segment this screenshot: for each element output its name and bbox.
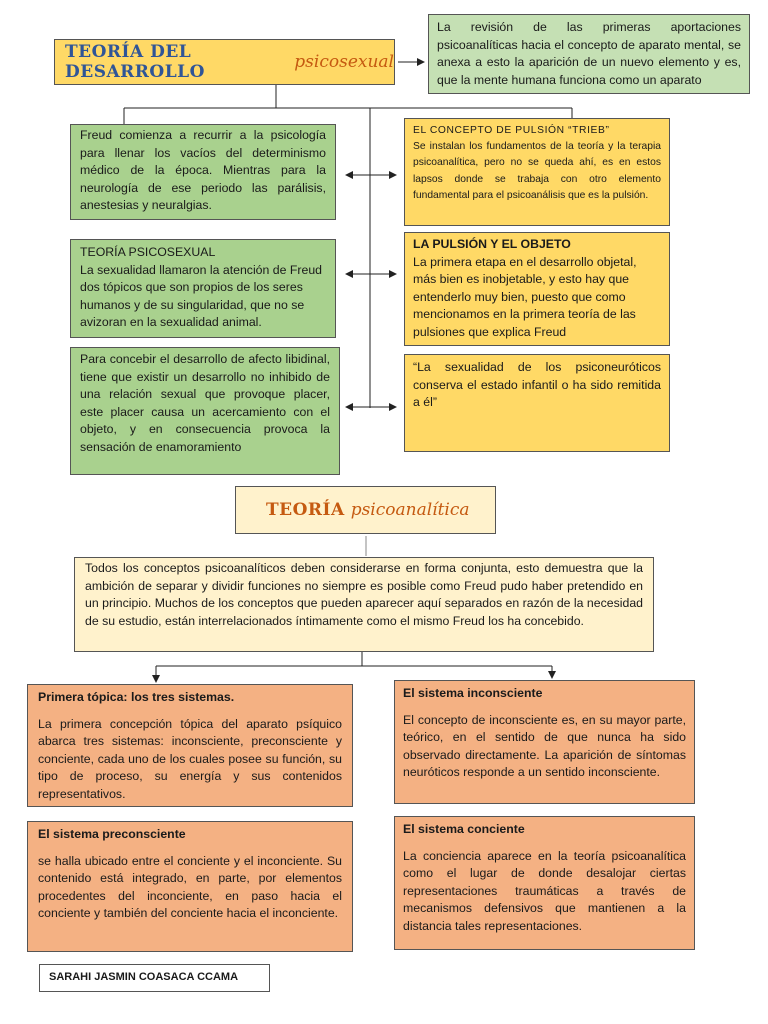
center-box-text: Todos los conceptos psicoanalíticos deben considerarse en forma conjunta, esto demuestra que la ambición de separar y dividir funciones no siempre es posible como Freud pudo haber pretendido en un principio. Muchos de los conceptos que pueden aparecer aquí separados en razón de la necesidad de su estudio, están interrelacionados íntimamente como el mismo Freud los ha concebido. (85, 561, 643, 628)
orange-box-2-text: El concepto de inconsciente es, en su mayor parte, teórico, en el sentido de que nunca ha sido observado directamente. La aparición de síntomas neuróticos responde a un sentido inconsciente. (403, 712, 686, 779)
orange-box-3-text: se halla ubicado entre el conciente y el inconciente. Su contenido está integrado, en parte, por elementos procedentes del inconciente, en paso hacia el conciente y también del conciente hacia el inconciente. (38, 853, 342, 920)
orange-box-conciente (394, 816, 695, 950)
title-psicoanalitica (235, 486, 496, 534)
orange-box-4-text: La conciencia aparece en la teoría psicoanalítica como el lugar de donde desalojar ciertas representaciones traumáticas a través de mecanismos defensivos que mantienen a la distancia tales representaciones. (403, 848, 686, 933)
intro-text: La revisión de las primeras aportaciones psicoanalíticas hacia el concepto de aparato mental, se anexa a esto la aparición de un nuevo elemento y es, que la mente humana funciona como un aparato (437, 20, 741, 87)
author-box (39, 964, 270, 992)
right-box-1-heading: EL CONCEPTO DE PULSIÓN “TRIEB” (413, 125, 610, 136)
right-box-3 (404, 354, 670, 452)
right-box-1 (404, 118, 670, 226)
center-box (74, 557, 654, 652)
title2-script: psicoanalítica (350, 500, 470, 520)
left-box-2 (70, 239, 336, 338)
orange-box-primera-topica (27, 684, 353, 807)
orange-box-3-heading: El sistema preconsciente (38, 827, 186, 841)
orange-box-4-heading: El sistema conciente (403, 822, 525, 836)
left-box-3 (70, 347, 340, 475)
right-box-1-text: Se instalan los fundamentos de la teoría y la terapia psicoanalítica, pero no se queda ahí, es en estos lapsos donde se trabaja con otro elemento fundamental para el psicoanálisis que es la pulsión. (413, 141, 661, 201)
right-box-2-heading: LA PULSIÓN Y EL OBJETO (413, 237, 571, 251)
left-box-3-text: Para concebir el desarrollo de afecto libidinal, tiene que existir un desarrollo no inhibido de una relación sexual que provoque placer, este placer causa un acercamiento con el objeto, y en consecuencia provoca la sensación de enamoramiento (80, 352, 330, 454)
right-box-3-text: “La sexualidad de los psiconeuróticos conserva el estado infantil o ha sido remitida a él” (413, 360, 661, 409)
left-box-1 (70, 124, 336, 220)
right-box-2 (404, 232, 670, 346)
author-name: SARAHI JASMIN COASACA CCAMA (49, 971, 239, 983)
title2-main: TEORÍA (266, 500, 345, 520)
orange-box-1-heading: Primera tópica: los tres sistemas. (38, 690, 235, 704)
left-box-2-text: La sexualidad llamaron la atención de Freud dos tópicos que son propios de los seres humanos y de su singularidad, que no se avizoran en la sexualidad animal. (80, 262, 322, 329)
orange-box-inconsciente (394, 680, 695, 804)
left-box-1-text: Freud comienza a recurrir a la psicología para llenar los vacíos del determinismo médico de la época. Mientras para la neurología de ese periodo las parálisis, anestesias y neuralgias. (80, 128, 326, 212)
intro-box (428, 14, 750, 94)
left-box-2-heading: TEORÍA PSICOSEXUAL (80, 245, 216, 259)
right-box-2-text: La primera etapa en el desarrollo objetal, más bien es inobjetable, y esto hay que entenderlo muy bien, puesto que como mencionamos en la primera teoría de las pulsiones que explica Freud (413, 254, 637, 339)
orange-box-preconsciente (27, 821, 353, 952)
title1-script: psicosexual (294, 52, 394, 72)
title-desarrollo-psicosexual (54, 39, 395, 85)
title1-main: TEORÍA DEL DESARROLLO (65, 42, 205, 82)
orange-box-2-heading: El sistema inconsciente (403, 686, 543, 700)
orange-box-1-text: La primera concepción tópica del aparato psíquico abarca tres sistemas: inconsciente, preconsciente y conciente, cada uno de los cuales posee su función, su tipo de proceso, su energía y sus contenidos representativos. (38, 716, 342, 801)
